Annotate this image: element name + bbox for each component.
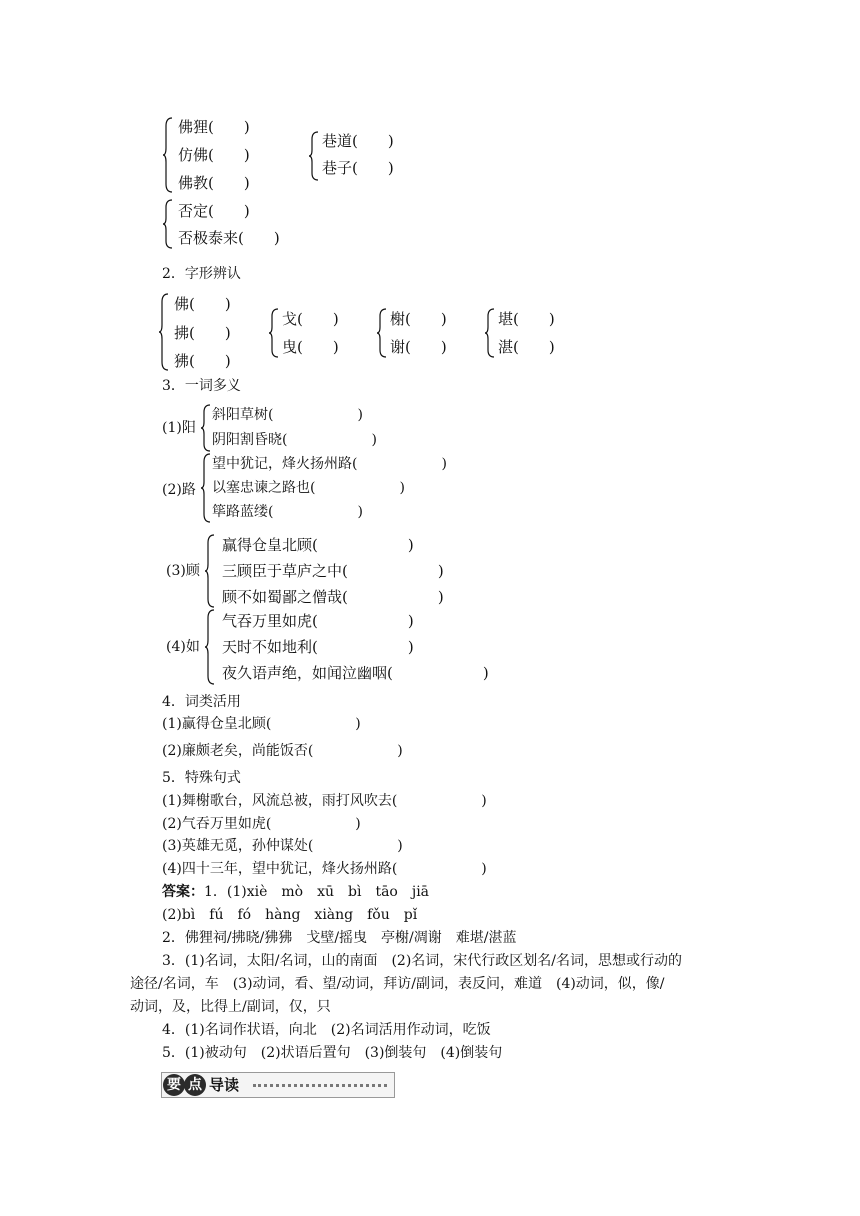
- item: 否定( ): [178, 202, 250, 220]
- brace: [162, 116, 174, 194]
- answer-line: 4．(1)名词作状语，向北 (2)名词活用作动词，吃饭: [162, 1022, 491, 1038]
- item: 榭( ): [390, 310, 447, 328]
- item: (1)舞榭歌台，风流总被，雨打风吹去( ): [162, 793, 487, 809]
- item: 天时不如地利( ): [222, 638, 414, 656]
- answer-line: 5．(1)被动句 (2)状语后置句 (3)倒装句 (4)倒装句: [162, 1045, 503, 1061]
- section-title: 5．特殊句式: [162, 770, 241, 786]
- item: 顾不如蜀鄙之僧哉( ): [222, 588, 444, 606]
- section-title: 2．字形辨认: [162, 266, 241, 282]
- answer-line: 2．佛狸祠/拂晓/狒狒 戈壁/摇曳 亭榭/凋谢 难堪/湛蓝: [162, 930, 517, 946]
- brace: [158, 292, 170, 372]
- answer-line: 途径/名词，车 (3)动词，看、望/动词，拜访/副词，表反问，难道 (4)动词，似，像/: [130, 976, 665, 992]
- banner-circle: 点: [184, 1074, 206, 1096]
- answer-line: 动词，及，比得上/副词，仅，只: [130, 999, 331, 1015]
- item: 堪( ): [498, 310, 555, 328]
- banner-circle: 要: [163, 1074, 185, 1096]
- item: 否极泰来( ): [178, 229, 280, 247]
- section-title: 3．一词多义: [162, 378, 241, 394]
- item: 巷道( ): [322, 132, 394, 150]
- item: (3)英雄无觅，孙仲谋处( ): [162, 838, 403, 854]
- section-title: 4．词类活用: [162, 694, 241, 710]
- item: 望中犹记，烽火扬州路( ): [212, 456, 447, 472]
- brace: [204, 608, 216, 686]
- item: 斜阳草树( ): [212, 407, 363, 423]
- banner-dots: [253, 1084, 387, 1087]
- item: 佛教( ): [178, 174, 250, 192]
- item: 以塞忠谏之路也( ): [212, 480, 405, 496]
- item: 佛( ): [174, 295, 231, 313]
- brace: [200, 452, 212, 524]
- item: 仿佛( ): [178, 146, 250, 164]
- brace: [162, 198, 174, 250]
- item: 阴阳割昏晓( ): [212, 432, 377, 448]
- item: (1)赢得仓皇北顾( ): [162, 716, 361, 732]
- item-label: (1)阳: [162, 420, 196, 436]
- item: (4)四十三年，望中犹记，烽火扬州路( ): [162, 861, 487, 877]
- brace: [268, 307, 280, 359]
- item: 筚路蓝缕( ): [212, 504, 363, 520]
- answer-line: 1．(1)xiè mò xū bì tāo jiā: [204, 884, 430, 900]
- banner-text: 导读: [209, 1076, 240, 1094]
- brace: [376, 307, 388, 359]
- item: 三顾臣于草庐之中( ): [222, 562, 444, 580]
- item-label: (3)顾: [166, 563, 200, 579]
- item: 狒( ): [174, 352, 231, 370]
- item: 夜久语声绝，如闻泣幽咽( ): [222, 664, 489, 682]
- item: 谢( ): [390, 338, 447, 356]
- answers-label: 答案：: [162, 884, 204, 900]
- item: 湛( ): [498, 338, 555, 356]
- item: 赢得仓皇北顾( ): [222, 536, 414, 554]
- item: (2)廉颇老矣，尚能饭否( ): [162, 743, 403, 759]
- item-label: (4)如: [166, 639, 200, 655]
- item: 巷子( ): [322, 159, 394, 177]
- item: (2)气吞万里如虎( ): [162, 816, 361, 832]
- item: 拂( ): [174, 324, 231, 342]
- brace: [308, 130, 320, 182]
- item: 曳( ): [282, 338, 339, 356]
- brace: [204, 533, 216, 609]
- answer-line: 3．(1)名词，太阳/名词，山的南面 (2)名词，宋代行政区划名/名词，思想或行动的: [162, 953, 683, 969]
- item-label: (2)路: [162, 482, 196, 498]
- section-banner: [161, 1072, 393, 1098]
- brace: [484, 307, 496, 359]
- item: 佛狸( ): [178, 118, 250, 136]
- item: 戈( ): [282, 310, 339, 328]
- answer-line: (2)bì fú fó hàng xiàng fǒu pǐ: [162, 907, 418, 923]
- item: 气吞万里如虎( ): [222, 612, 414, 630]
- brace: [200, 403, 212, 453]
